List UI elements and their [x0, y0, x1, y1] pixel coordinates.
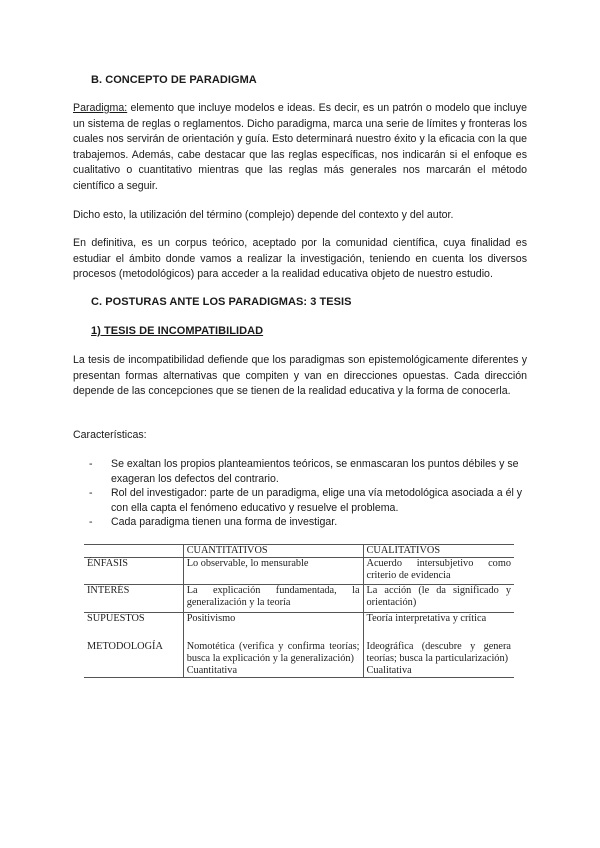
table-cell: Positivismo	[183, 613, 363, 641]
caracteristicas-list	[89, 457, 527, 530]
table-cell: Teoría interpretativa y crítica	[363, 613, 514, 641]
column-header-cualitativos: CUALITATIVOS	[363, 545, 514, 558]
table-row	[84, 641, 514, 665]
table-cell: La explicación fundamentada, la generalización y la teoría	[183, 585, 363, 613]
paradigm-comparison-table	[84, 544, 514, 678]
list-item: - Cada paradigma tienen una forma de investigar.	[89, 516, 338, 528]
paradigma-term: Paradigma:	[73, 102, 128, 114]
incompatibilidad-paragraph: La tesis de incompatibilidad defiende que los paradigmas son epistemológicamente diferentes y presentan formas alternativas que compiten y van en direcciones opuestas. Cada dirección depende de las concepciones que se tienen de la realidad educativa y la forma de conocerla.	[73, 354, 527, 397]
table-row	[84, 613, 514, 641]
row-label: SUPUESTOS	[84, 613, 183, 641]
table-cell: Nomotética (verifica y confirma teorías; busca la explicación y la generalización)	[183, 641, 363, 665]
list-item: - Rol del investigador: parte de un paradigma, elige una vía metodológica asociada a él y con ella capta el fenómeno educativo y resuelve el problema.	[89, 487, 523, 514]
table-cell: Lo observable, lo mensurable	[183, 558, 363, 585]
tesis-incompatibilidad-heading: 1) TESIS DE INCOMPATIBILIDAD	[91, 325, 264, 337]
paradigma-paragraph	[73, 101, 527, 194]
column-header-cuantitativos: CUANTITATIVOS	[183, 545, 363, 558]
table-cell: Cualitativa	[363, 665, 514, 678]
list-item: - Se exaltan los propios planteamientos teóricos, se enmascaran los puntos débiles y se exageran los defectos del contrario.	[89, 458, 519, 485]
table-cell: La acción (le da significado y orientación)	[363, 585, 514, 613]
table-cell: Acuerdo intersubjetivo como criterio de evidencia	[363, 558, 514, 585]
section-b-heading: B. CONCEPTO DE PARADIGMA	[91, 74, 257, 86]
table-header-row	[84, 545, 514, 558]
caracteristicas-label: Características:	[73, 429, 147, 441]
table-row	[84, 585, 514, 613]
context-paragraph: Dicho esto, la utilización del término (complejo) depende del contexto y del autor.	[73, 209, 454, 221]
table-row	[84, 665, 514, 678]
row-label: METODOLOGÍA	[87, 640, 163, 652]
definition-paragraph: En definitiva, es un corpus teórico, aceptado por la comunidad científica, cuya finalidad es estudiar el ámbito donde vamos a realizar la investigación, teniendo en cuenta los diversos procesos (metodológicos) para acceder a la realidad educativa objeto de nuestro estudio.	[73, 237, 527, 280]
table-cell: Cuantitativa	[183, 665, 363, 678]
section-c-heading: C. POSTURAS ANTE LOS PARADIGMAS: 3 TESIS	[91, 296, 352, 308]
table-cell	[84, 665, 183, 678]
table-row	[84, 558, 514, 585]
paradigma-definition: elemento que incluye modelos e ideas. Es decir, es un patrón o modelo que incluye un sistema de reglas o reglamentos. Dicho paradigma, marca una serie de límites y fronteras los cuales nos servirán de orientación y guía. Esto determinará nuestro éxito y la eficacia con la que trabajemos. Además, cabe destacar que las reglas específicas, nos indicarán si el enfoque es cualitativo o cuantitativo mientras que las reglas más generales nos marcarán el método científico a seguir.	[73, 102, 527, 192]
table-cell: Ideográfica (descubre y genera teorías; busca la particularización)	[363, 641, 514, 665]
row-label: INTERÉS	[84, 585, 183, 613]
row-label: ÉNFASIS	[84, 558, 183, 585]
table-cell	[84, 545, 183, 558]
